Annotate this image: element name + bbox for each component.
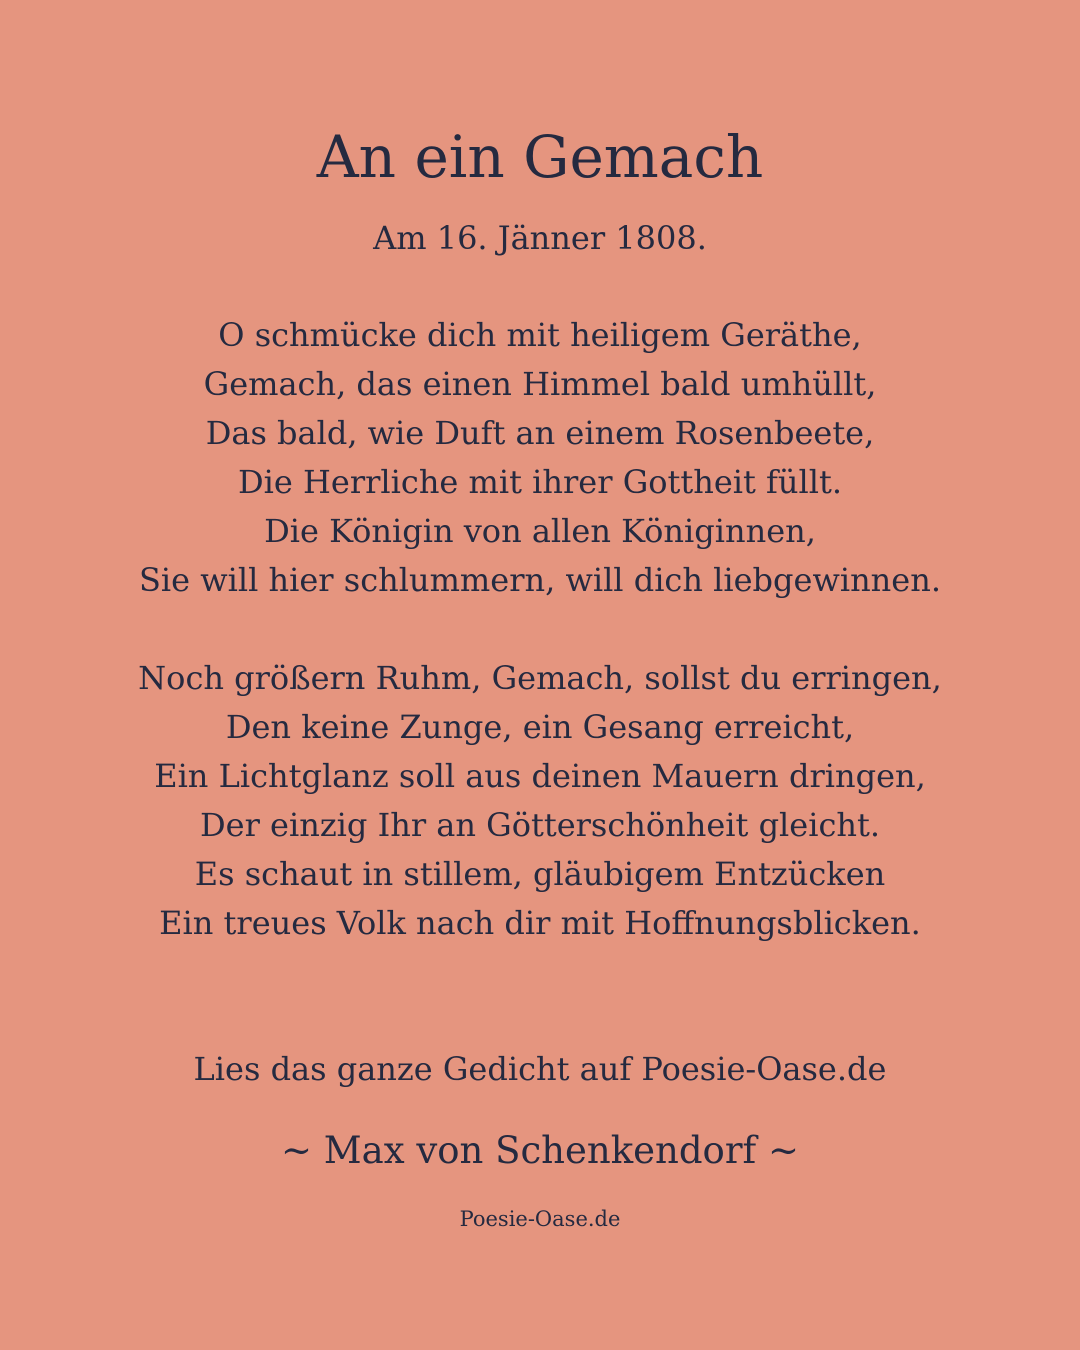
verse-line: Die Herrliche mit ihrer Gottheit füllt. <box>237 463 842 501</box>
verse-line: Ein treues Volk nach dir mit Hoffnungsblicken. <box>159 904 921 942</box>
verse-line: Ein Lichtglanz soll aus deinen Mauern dringen, <box>154 757 926 795</box>
read-full-poem-text: Lies das ganze Gedicht auf Poesie-Oase.de <box>193 1050 887 1088</box>
verse-line: Es schaut in stillem, gläubigem Entzücken <box>194 855 886 893</box>
verse-line: Die Königin von allen Königinnen, <box>264 512 816 550</box>
author-name: ~ Max von Schenkendorf ~ <box>281 1129 799 1172</box>
verse-line: Noch größern Ruhm, Gemach, sollst du erringen, <box>138 659 942 697</box>
verse-line: O schmücke dich mit heiligem Geräthe, <box>218 316 862 354</box>
verse-line: Gemach, das einen Himmel bald umhüllt, <box>203 365 877 403</box>
verse-line: Sie will hier schlummern, will dich liebgewinnen. <box>138 561 941 599</box>
stanza-1 <box>0 311 1080 605</box>
stanza-2 <box>0 654 1080 948</box>
poem-dateline: Am 16. Jänner 1808. <box>373 219 707 257</box>
verse-line: Das bald, wie Duft an einem Rosenbeete, <box>205 414 875 452</box>
verse-line: Der einzig Ihr an Götterschönheit gleicht. <box>199 806 881 844</box>
site-watermark: Poesie-Oase.de <box>459 1207 621 1231</box>
verse-line: Den keine Zunge, ein Gesang erreicht, <box>225 708 855 746</box>
poem-title: An ein Gemach <box>316 123 764 191</box>
